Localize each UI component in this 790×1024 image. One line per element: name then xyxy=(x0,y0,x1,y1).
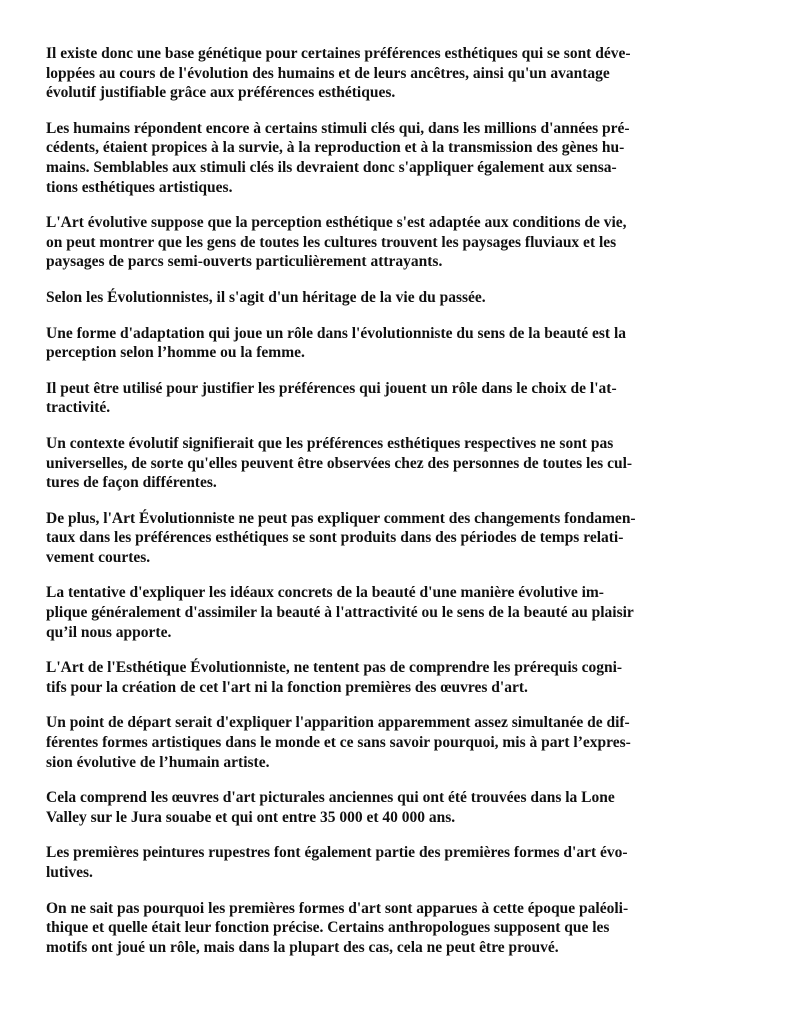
paragraph-6: Il peut être utilisé pour justifier les préférences qui jouent un rôle dans le choix de l'at- tractivité. xyxy=(46,379,617,417)
paragraph-3: L'Art évolutive suppose que la perception esthétique s'est adaptée aux conditions de vie, on peut montrer que les gens de toutes les cultures trouvent les paysages fluviaux et les paysages de parcs semi-ouverts particulièrement attrayants. xyxy=(46,214,627,271)
paragraph-5: Une forme d'adaptation qui joue un rôle dans l'évolutionniste du sens de la beauté est la perception selon l’homme ou la femme. xyxy=(46,324,627,362)
paragraph-7: Un contexte évolutif signifierait que les préférences esthétiques respectives ne sont pas universelles, de sorte qu'elles peuvent être observées chez des personnes de toutes les cul- tures de façon différentes. xyxy=(46,434,633,492)
paragraph-14: On ne sait pas pourquoi les premières formes d'art sont apparues à cette époque paléoli- thique et quelle était leur fonction précise. Certains anthropologues supposent que les motifs ont joué un rôle, mais dans la plupart des cas, cela ne peut être prouvé. xyxy=(46,899,629,956)
paragraph-9: La tentative d'expliquer les idéaux concrets de la beauté d'une manière évolutive im- plique généralement d'assimiler la beauté à l'attractivité ou le sens de la beauté au plaisir qu’il nous apporte. xyxy=(46,584,634,641)
paragraph-11: Un point de départ serait d'expliquer l'apparition apparemment assez simultanée de dif- férentes formes artistiques dans le monde et ce sans savoir pourquoi, mis à part l’expres- sion évolutive de l’humain artiste. xyxy=(46,714,631,771)
paragraph-10: L'Art de l'Esthétique Évolutionniste, ne tentent pas de comprendre les prérequis cogni- tifs pour la création de cet l'art ni la fonction premières des œuvres d'art. xyxy=(46,659,623,696)
paragraph-13: Les premières peintures rupestres font également partie des premières formes d'art évo- lutives. xyxy=(46,844,628,881)
paragraph-2: Les humains répondent encore à certains stimuli clés qui, dans les millions d'années pré- cédents, étaient propices à la survie, à la reproduction et à la transmission des gènes hu- mains. Semblables aux stimuli clés ils devraient donc s'appliquer également aux sensa- tions esthétiques artistiques. xyxy=(46,119,630,196)
paragraph-4: Selon les Évolutionnistes, il s'agit d'un héritage de la vie du passée. xyxy=(46,288,486,306)
paragraph-1: Il existe donc une base génétique pour certaines préférences esthétiques qui se sont déve- loppées au cours de l'évolution des humains et de leurs ancêtres, ainsi qu'un avantage évolutif justifiable grâce aux préférences esthétiques. xyxy=(46,45,631,102)
document-page xyxy=(46,44,746,973)
paragraph-8: De plus, l'Art Évolutionniste ne peut pas expliquer comment des changements fondamen- taux dans les préférences esthétiques se sont produits dans des périodes de temps relati- vement courtes. xyxy=(46,509,636,566)
paragraph-12: Cela comprend les œuvres d'art picturales anciennes qui ont été trouvées dans la Lone Valley sur le Jura souabe et qui ont entre 35 000 et 40 000 ans. xyxy=(46,789,615,826)
